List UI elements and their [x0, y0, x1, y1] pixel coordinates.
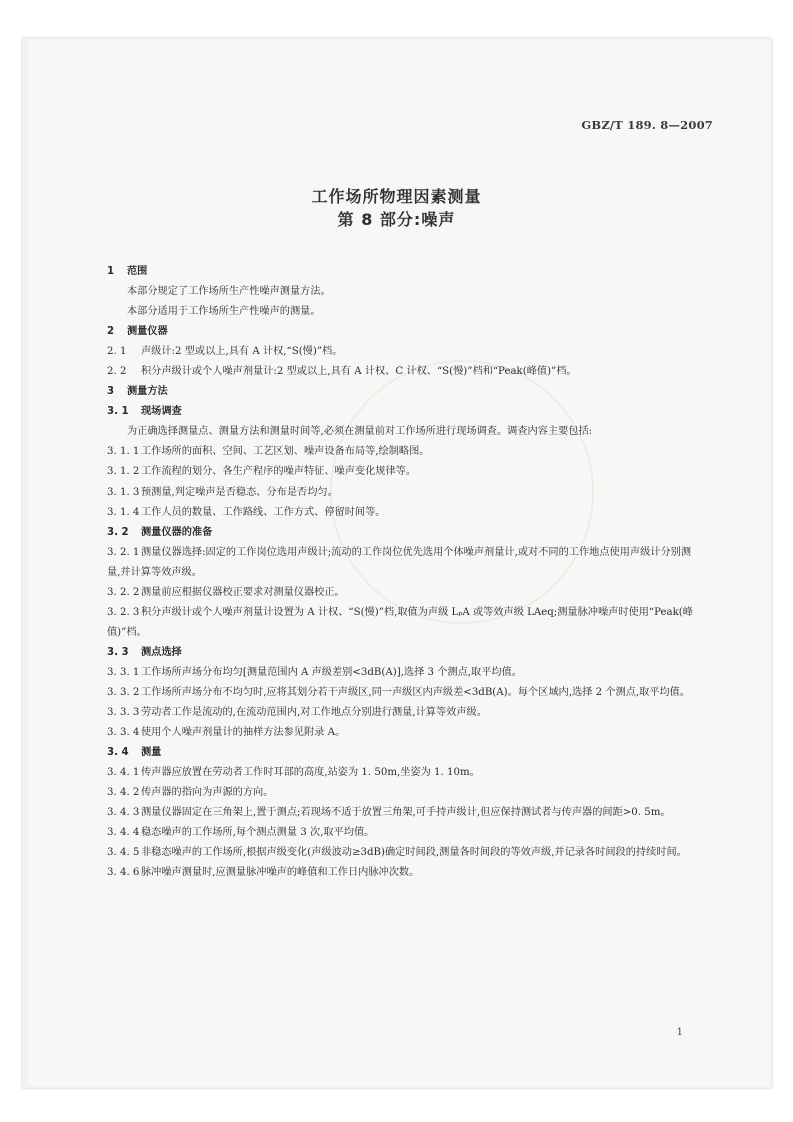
clause-number: 3	[107, 386, 115, 398]
clause-text: 为正确选择测量点、测量方法和测量时间等,必须在测量前对工作场所进行现场调查。调查内容主要包括:	[127, 426, 593, 438]
clause-number: 3. 1. 1	[107, 446, 140, 458]
clause-number: 2	[107, 326, 115, 338]
clause-item	[107, 783, 693, 803]
clause-number: 3. 3. 1	[107, 666, 140, 678]
clause-text: 范围	[127, 266, 148, 277]
clause-text: 使用个人噪声剂量计的抽样方法参见附录 A。	[141, 727, 346, 739]
page-number: 1	[676, 1027, 683, 1038]
body-paragraph	[107, 302, 693, 322]
clause-number: 3. 4. 2	[107, 787, 140, 799]
clause-item	[107, 843, 693, 863]
clause-number: 2. 2	[107, 366, 127, 378]
clause-item	[107, 442, 693, 462]
clause-text: 测量方法	[127, 386, 168, 398]
section-heading	[107, 262, 693, 282]
clause-item	[107, 583, 693, 603]
clause-number: 3. 4. 6	[107, 867, 140, 879]
document-body	[107, 262, 693, 883]
clause-number: 3. 4. 5	[107, 847, 140, 859]
clause-text: 测量仪器固定在三角架上,置于测点;若现场不适于放置三角架,可手持声级计,但应保持测试者与传声器的间距>0. 5m。	[141, 807, 671, 819]
clause-text: 测量仪器	[127, 326, 168, 338]
body-paragraph	[107, 422, 693, 442]
clause-number: 3. 1	[107, 406, 129, 418]
clause-item	[107, 823, 693, 843]
clause-item	[107, 362, 693, 382]
clause-number: 2. 1	[107, 346, 127, 358]
clause-item	[107, 863, 693, 883]
section-heading	[107, 402, 693, 422]
clause-text: 测量前应根据仪器校正要求对测量仪器校正。	[141, 586, 345, 598]
clause-item	[107, 462, 693, 482]
clause-text: 本部分规定了工作场所生产性噪声测量方法。	[127, 286, 331, 298]
clause-text: 稳态噪声的工作场所,每个测点测量 3 次,取平均值。	[141, 827, 375, 839]
clause-text: 传声器的指向为声源的方向。	[141, 787, 274, 799]
clause-item	[107, 483, 693, 503]
clause-item	[107, 543, 693, 583]
clause-number: 3. 2. 3	[107, 606, 140, 618]
clause-text: 工作流程的划分、各生产程序的噪声特征、噪声变化规律等。	[141, 466, 417, 478]
clause-number: 3. 4. 3	[107, 807, 140, 819]
clause-number: 3. 2. 1	[107, 546, 140, 558]
clause-text: 测点选择	[141, 646, 182, 658]
clause-text: 积分声级计或个人噪声剂量计:2 型或以上,具有 A 计权、C 计权、“S(慢)”档和“Peak(峰值)”档。	[141, 366, 577, 378]
clause-text: 非稳态噪声的工作场所,根据声级变化(声级波动≥3dB)确定时间段,测量各时间段的等效声级,并记录各时间段的持续时间。	[141, 847, 687, 859]
clause-text: 工作人员的数量、工作路线、工作方式、停留时间等。	[141, 506, 386, 518]
section-heading	[107, 743, 693, 763]
clause-item	[107, 703, 693, 723]
clause-number: 3. 3. 3	[107, 707, 140, 719]
clause-item	[107, 803, 693, 823]
clause-number: 3. 3. 2	[107, 686, 140, 698]
clause-item	[107, 342, 693, 362]
clause-number: 3. 2. 2	[107, 586, 140, 598]
clause-text: 测量仪器选择:固定的工作岗位选用声级计;流动的工作岗位优先选用个体噪声剂量计,或对不同的工作地点使用声级计分别测量,并计算等效声级。	[107, 546, 692, 578]
clause-item	[107, 503, 693, 523]
document-subtitle: 第 8 部分:噪声	[337, 210, 456, 229]
standard-code: GBZ/T 189. 8—2007	[581, 118, 713, 132]
clause-number: 3. 3	[107, 646, 129, 658]
clause-text: 脉冲噪声测量时,应测量脉冲噪声的峰值和工作日内脉冲次数。	[141, 867, 420, 879]
clause-number: 3. 2	[107, 526, 129, 538]
clause-item	[107, 663, 693, 683]
clause-number: 3. 4. 1	[107, 767, 140, 779]
clause-text: 现场调查	[141, 406, 182, 418]
clause-item	[107, 603, 693, 643]
clause-number: 3. 4. 4	[107, 827, 140, 839]
section-heading	[107, 382, 693, 402]
clause-text: 工作场所声场分布均匀[测量范围内 A 声级差别<3dB(A)],选择 3 个测点,取平均值。	[141, 666, 522, 678]
document-title: 工作场所物理因素测量	[311, 187, 482, 206]
clause-text: 本部分适用于工作场所生产性噪声的测量。	[127, 306, 321, 318]
clause-number: 1	[107, 266, 115, 277]
clause-item	[107, 763, 693, 783]
body-paragraph	[107, 282, 693, 302]
section-heading	[107, 643, 693, 663]
clause-text: 预测量,判定噪声是否稳态、分布是否均匀。	[141, 486, 338, 498]
section-heading	[107, 523, 693, 543]
clause-text: 工作场所声场分布不均匀时,应将其划分若干声级区,同一声级区内声级差<3dB(A)。每个区域内,选择 2 个测点,取平均值。	[141, 686, 691, 698]
clause-item	[107, 683, 693, 703]
clause-text: 工作场所的面积、空间、工艺区划、噪声设备布局等,绘制略图。	[141, 446, 430, 458]
clause-number: 3. 1. 3	[107, 486, 140, 498]
clause-text: 测量	[141, 747, 162, 759]
section-heading	[107, 322, 693, 342]
clause-text: 劳动者工作是流动的,在流动范围内,对工作地点分别进行测量,计算等效声级。	[141, 707, 487, 719]
clause-text: 测量仪器的准备	[141, 526, 213, 538]
clause-number: 3. 3. 4	[107, 727, 140, 739]
clause-number: 3. 1. 4	[107, 506, 140, 518]
clause-text: 积分声级计或个人噪声剂量计设置为 A 计权、“S(慢)”档,取值为声级 LₚA 或等效声级 LAeq;测量脉冲噪声时使用“Peak(峰值)”档。	[107, 606, 693, 638]
clause-text: 声级计:2 型或以上,具有 A 计权,“S(慢)”档。	[141, 346, 343, 358]
clause-number: 3. 4	[107, 747, 129, 759]
clause-text: 传声器应放置在劳动者工作时耳部的高度,站姿为 1. 50m,坐姿为 1. 10m。	[141, 767, 480, 779]
clause-number: 3. 1. 2	[107, 466, 140, 478]
clause-item	[107, 723, 693, 743]
